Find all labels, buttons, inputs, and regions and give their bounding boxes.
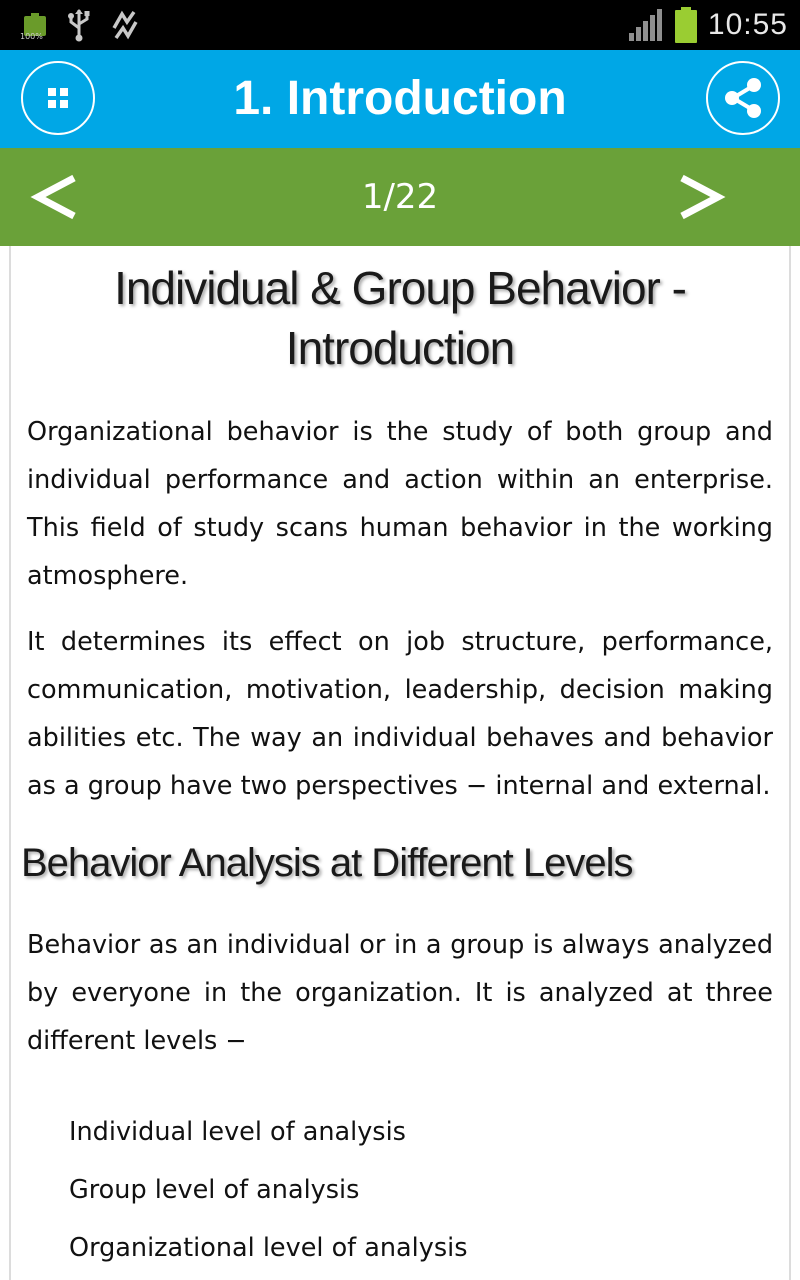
- menu-button[interactable]: [21, 61, 95, 135]
- clock: 10:55: [707, 8, 788, 41]
- section-title: Behavior Analysis at Different Levels: [21, 841, 633, 885]
- share-icon: [721, 76, 765, 120]
- battery-percent-label: 100%: [20, 32, 43, 41]
- page-title: 1. Introduction: [233, 72, 567, 125]
- chevron-left-icon: [30, 172, 80, 222]
- signal-icon: [628, 9, 664, 41]
- list-item: Group level of analysis: [69, 1175, 360, 1205]
- next-page-button[interactable]: [656, 148, 746, 246]
- article-paragraph: It determines its effect on job structure, performance, communication, motivation, leadership, decision making abilities etc. The way an individual behaves and behavior as a group have two perspectives − internal and external.: [27, 627, 773, 801]
- page-counter: 1/22: [361, 177, 439, 217]
- status-bar-system: [628, 0, 788, 50]
- section-paragraph: Behavior as an individual or in a group is always analyzed by everyone in the organization. It is analyzed at three different levels −: [27, 930, 773, 1056]
- article-paragraph: Organizational behavior is the study of both group and individual performance and action within an enterprise. This field of study scans human behavior in the working atmosphere.: [27, 417, 773, 591]
- share-button[interactable]: [706, 61, 780, 135]
- page-nav-bar: [0, 148, 800, 246]
- title-bar: [0, 50, 800, 148]
- list-item: Individual level of analysis: [69, 1117, 406, 1147]
- article-content[interactable]: [9, 246, 791, 1280]
- battery-full-icon: [674, 7, 698, 43]
- status-bar: [0, 0, 800, 50]
- grid-menu-icon: [45, 85, 71, 111]
- previous-page-button[interactable]: [10, 148, 100, 246]
- article-title: Individual & Group Behavior - Introduction: [114, 262, 686, 374]
- sync-icon: [110, 8, 140, 42]
- battery-icon: [22, 10, 48, 40]
- chevron-right-icon: [676, 172, 726, 222]
- analysis-levels-list: [11, 1103, 789, 1277]
- list-item: Organizational level of analysis: [69, 1233, 468, 1263]
- usb-icon: [66, 8, 92, 42]
- status-bar-notifications: [22, 8, 140, 42]
